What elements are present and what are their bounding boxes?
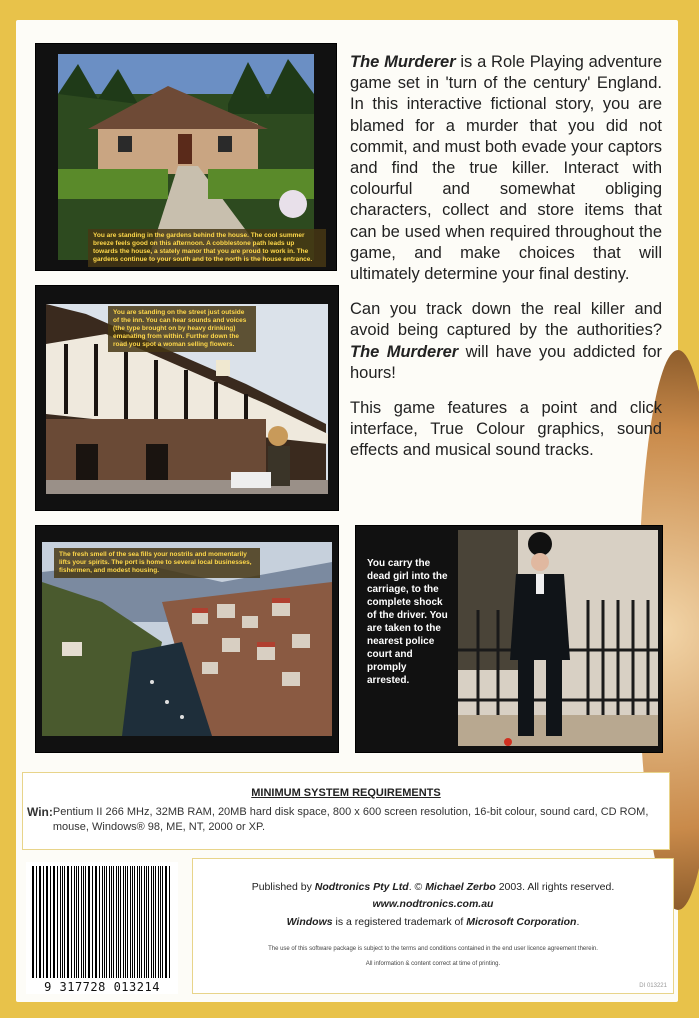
game-title-1: The Murderer [350, 53, 456, 71]
description-2-start: Can you track down the real killer and avoid being captured by the authorities? [350, 300, 662, 340]
rights-text: 2003. All rights reserved. [495, 881, 615, 893]
screenshot-garden [36, 44, 336, 270]
product-code: DI 013221 [639, 983, 667, 989]
publisher-line [193, 881, 673, 893]
description-paragraph-2 [350, 299, 662, 384]
description-2-end: will have you addicted for hours! [350, 342, 663, 382]
barcode-bar [78, 866, 79, 978]
game-description [350, 52, 662, 476]
description-1-text: is a Role Playing adventure game set in 'turn of the century' England. In this interactive fictional story, you are blamed for a murder that you did not commit, and must both evade your captors and find the true killer. Interact with colourful and somewhat obliging characters, collect and store items that can be used when required throughout the game, and make choices that will ultimately determine your final destiny. [350, 53, 663, 284]
barcode-bar [40, 866, 41, 978]
website-url: www.nodtronics.com.au [372, 898, 494, 910]
street-caption: You are standing on the street just outside of the inn. You can hear sounds and voices (the type brought on by heavy drinking) emanating from within. Further down the road you spot a woman selling flowers. [108, 306, 256, 352]
harbour-caption: The fresh smell of the sea fills your nostrils and momentarily lifts your spirits. The port is home to several local businesses, fishermen, and modest housing. [54, 548, 260, 578]
trademark-end: . [576, 916, 580, 928]
author-name: Michael Zerbo [425, 881, 496, 893]
info-text: All information & content correct at time of printing. [365, 961, 501, 967]
publisher-info [192, 858, 674, 994]
requirements-row [27, 805, 661, 835]
microsoft-name: Microsoft Corporation [466, 916, 577, 928]
barcode-bar [57, 866, 58, 978]
police-scene [458, 530, 658, 746]
system-requirements [22, 772, 670, 850]
barcode-bar [148, 866, 149, 978]
police-caption: You carry the dead girl into the carriage, to the complete shock of the driver. You are taken to the nearest police court and promply arrested. [367, 558, 448, 686]
barcode-bars [32, 866, 172, 978]
requirements-title: MINIMUM SYSTEM REQUIREMENTS [251, 787, 441, 799]
platform-label: Win: [27, 805, 53, 819]
trademark-text: is a registered trademark of [332, 916, 467, 928]
screenshot-police [356, 526, 662, 752]
requirements-text: Pentium II 266 MHz, 32MB RAM, 20MB hard disk space, 800 x 600 screen resolution, 16-bit colour, sound card, CD ROM, mouse, Windows® 98, ME, NT, 2000 or XP. [52, 806, 649, 833]
windows-name: Windows [286, 916, 333, 928]
barcode-digits: 9 317728 013214 [44, 980, 160, 994]
garden-caption: You are standing in the gardens behind the house. The cool summer breeze feels good on this afternoon. A cobblestone path leads up towards the house, a stately manor that you are proud to work in. The gardens continue to your south and to the north is the house entrance. [88, 229, 326, 267]
trademark-line [193, 916, 673, 928]
description-paragraph-1 [350, 52, 662, 285]
game-title-2: The Murderer [350, 342, 459, 361]
barcode-bar [96, 866, 97, 978]
police-image [458, 530, 658, 746]
screenshot-street [36, 286, 338, 510]
back-cover [16, 20, 678, 1002]
screenshot-harbour [36, 526, 338, 752]
copyright-sep: . © [408, 881, 426, 893]
description-paragraph-3: This game features a point and click interface, True Colour graphics, sound effects and musical sound tracks. [350, 399, 662, 460]
published-by: Published by [251, 881, 315, 893]
licence-text: The use of this software package is subject to the terms and conditions contained in the end user licence agreement therein. [268, 946, 598, 952]
company-name: Nodtronics Pty Ltd [314, 881, 409, 893]
barcode [26, 862, 178, 994]
barcode-bar [123, 866, 124, 978]
